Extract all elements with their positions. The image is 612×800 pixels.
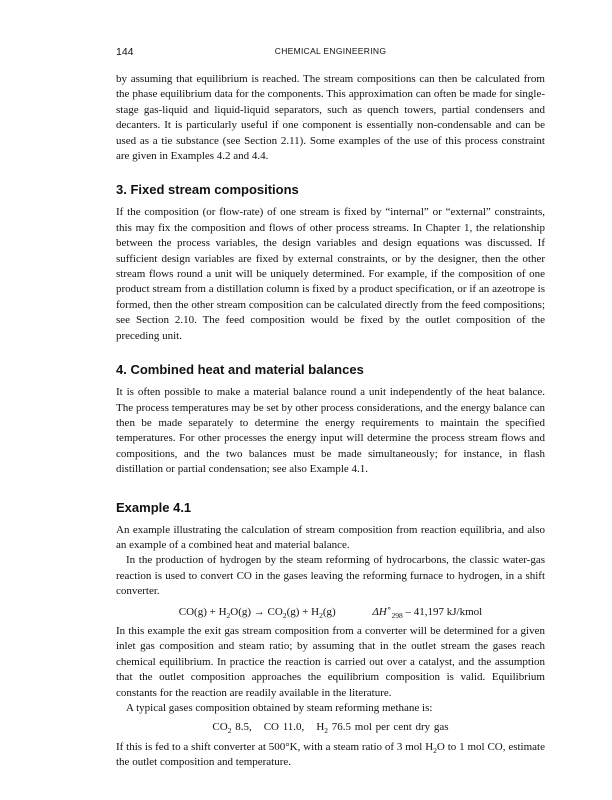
page-body bbox=[116, 72, 545, 771]
reaction-equation: $CO(g) + H_2O(g) \to CO_2(g) + H_2(g)$ $\Delta H^\circ_{298} - 41,197$ kJ/kmol bbox=[178, 602, 483, 620]
example-paragraph-4: If this is fed to a shift converter at 500°K, with a steam ratio of 3 mol $H_2O$ to 1 mol CO, estimate the outlet composition and temperature. bbox=[116, 740, 545, 769]
gas-composition: $CO_2$ 8.5, CO 11.0, $H_2$ 76.5 mol per cent dry gas bbox=[212, 721, 449, 736]
example-paragraph-2: In this example the exit gas stream composition from a converter will be determined for a given inlet gas composition and steam ratio; by assuming that in the outlet stream the gases reach chemical equilibrium. In practice the reaction is carried out over a catalyst, and the assumption that the outlet composition approaches the equilibrium composition is valid. Equilibrium constants for the reaction are readily available in the literature. bbox=[116, 624, 545, 699]
page-header bbox=[116, 46, 545, 60]
example-paragraph-3: A typical gases composition obtained by steam reforming methane is: bbox=[126, 702, 433, 714]
enthalpy-term: $\Delta H^\circ_{298} - 41,197$ kJ/kmol bbox=[372, 602, 483, 620]
section-3-text: If the composition (or flow-rate) of one stream is fixed by “internal” or “external” constraints, this may fix the composition and flows of other process streams. In Chapter 1, the relationship between the process variables, the design variables and design equations was discussed. If sufficient design variables are fixed by external constraints, or by the designer, then the other stream flows round a unit will be uniquely determined. For example, if the composition of one product stream from a distillation column is fixed by a product specification, or if an azeotrope is formed, then the other stream composition can be calculated directly from the feed compositions; see Section 2.10. The feed composition would be fixed by the outlet composition of the preceding unit. bbox=[116, 206, 545, 342]
example-paragraph-1: In the production of hydrogen by the steam reforming of hydrocarbons, the classic water-gas reaction is used to convert CO in the gases leaving the reforming furnace to hydrogen, in a shift converter. bbox=[116, 554, 545, 598]
section-4-heading: 4. Combined heat and material balances bbox=[116, 362, 364, 378]
example-heading: Example 4.1 bbox=[116, 499, 192, 515]
section-4-text: It is often possible to make a material balance round a unit independently of the heat balance. The process temperatures may be set by other process considerations, and the energy balance can then be made separately to determine the energy requirements to maintain the specified temperatures. For other processes the energy input will determine the process stream flows and compositions, and the two balances must be made simultaneously; for instance, in flash distillation or partial condensation; see also Example 4.1. bbox=[116, 386, 545, 476]
intro-paragraph: by assuming that equilibrium is reached. The stream compositions can then be calculated from the phase equilibrium data for the components. This approximation can often be made for single-stage gas-liquid and liquid-liquid separators, such as quench towers, partial condensers and decanters. It is particularly useful if one component is essentially non-condensable and can be used as a tie substance (see Section 2.11). Some examples of the use of this process constraint are given in Examples 4.2 and 4.4. bbox=[116, 73, 545, 163]
example-intro: An example illustrating the calculation of stream composition from reaction equilibria, and also an example of a combined heat and material balance. bbox=[116, 523, 545, 551]
page-number: 144 bbox=[116, 46, 134, 58]
running-title: CHEMICAL ENGINEERING bbox=[274, 46, 387, 56]
section-3-heading: 3. Fixed stream compositions bbox=[116, 182, 299, 198]
